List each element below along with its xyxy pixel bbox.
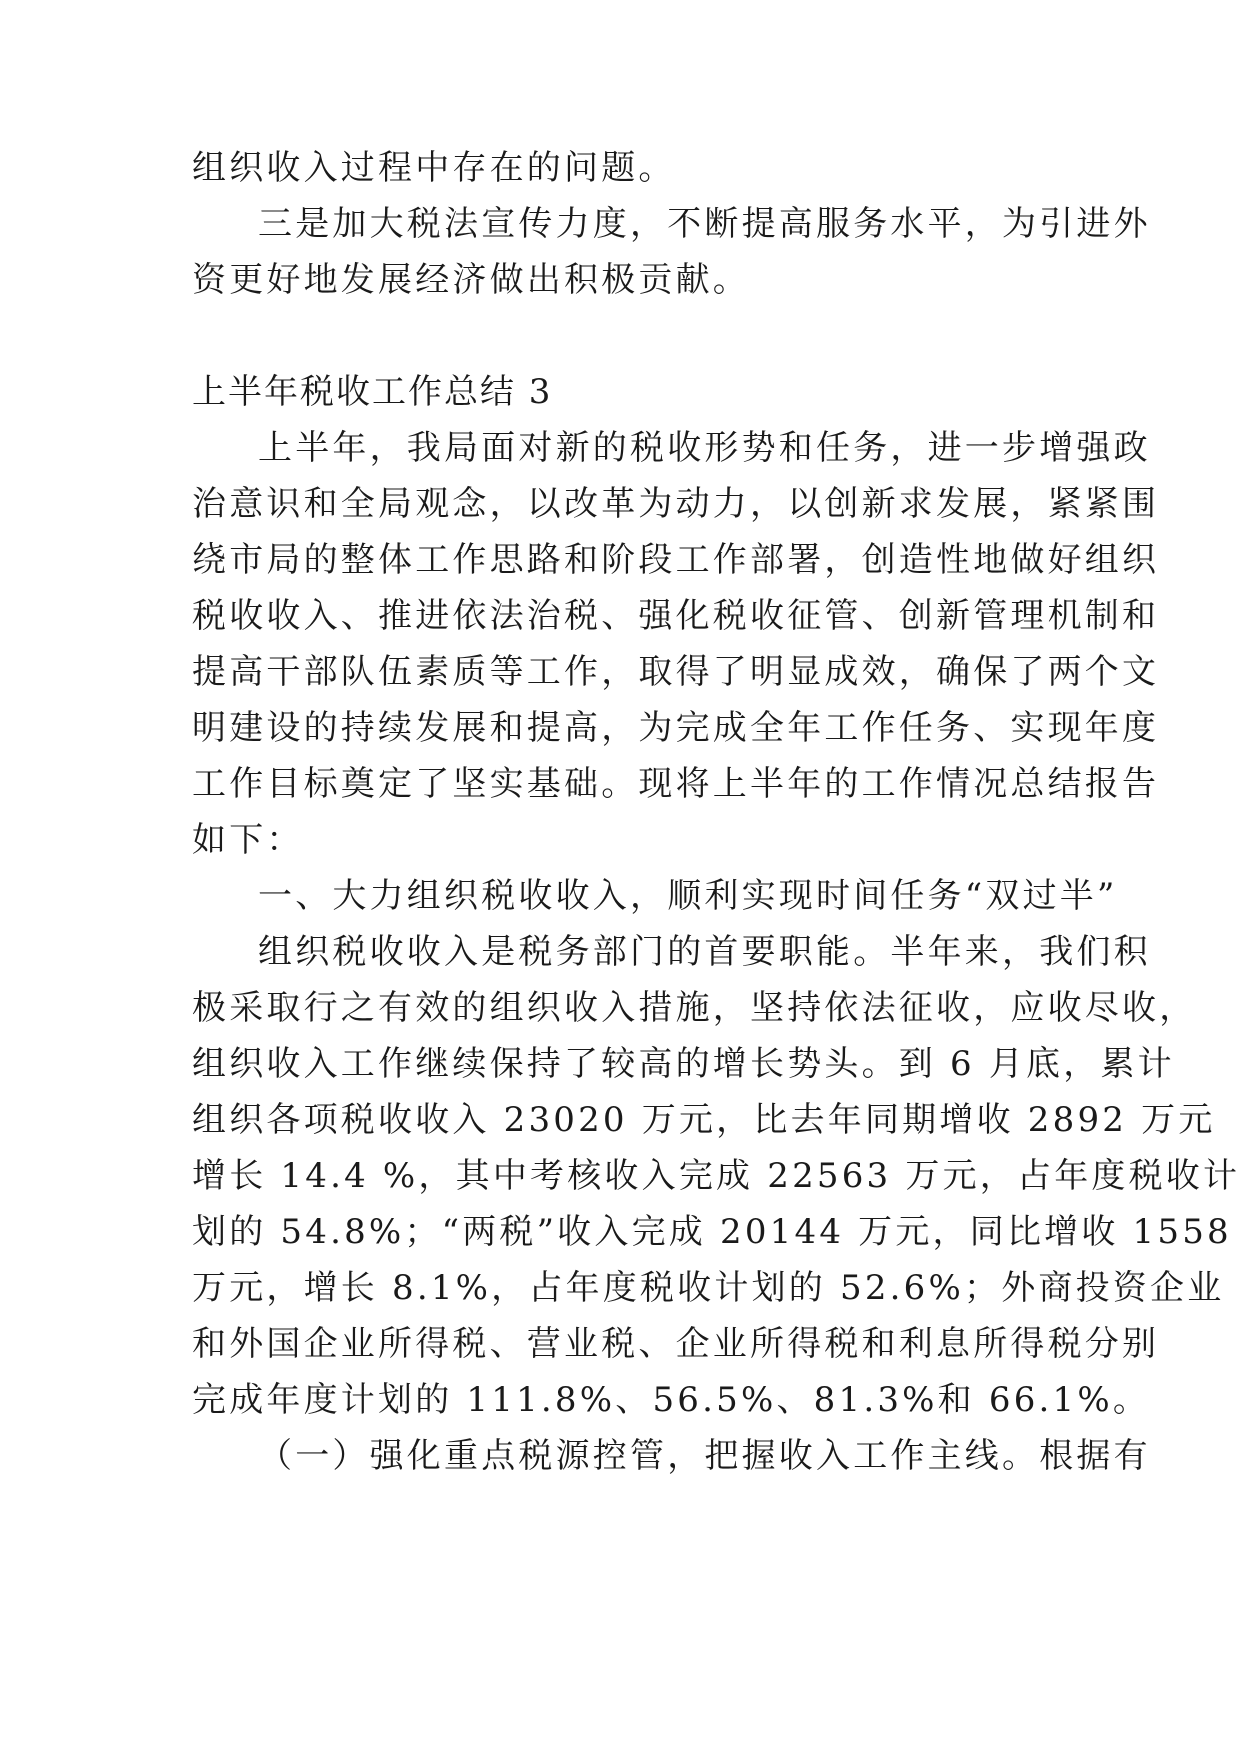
- paragraph-line: 上半年，我局面对新的税收形势和任务，进一步增强政: [258, 428, 1151, 468]
- section-heading: 上半年税收工作总结 3: [192, 372, 553, 412]
- paragraph-line: 划的 54.8%；“两税”收入完成 20144 万元，同比增收 1558: [192, 1212, 1232, 1252]
- paragraph-line: 组织收入过程中存在的问题。: [192, 148, 676, 188]
- paragraph-line: 三是加大税法宣传力度，不断提高服务水平，为引进外: [258, 204, 1151, 244]
- subsection-heading: 一、大力组织税收收入，顺利实现时间任务“双过半”: [258, 876, 1118, 916]
- paragraph-line: 工作目标奠定了坚实基础。现将上半年的工作情况总结报告: [192, 764, 1160, 804]
- paragraph-line: 增长 14.4 %，其中考核收入完成 22563 万元，占年度税收计: [192, 1156, 1241, 1196]
- paragraph-line: 组织收入工作继续保持了较高的增长势头。到 6 月底，累计: [192, 1044, 1175, 1084]
- paragraph-line: 绕市局的整体工作思路和阶段工作部署，创造性地做好组织: [192, 540, 1160, 580]
- paragraph-line: 明建设的持续发展和提高，为完成全年工作任务、实现年度: [192, 708, 1160, 748]
- paragraph-line: （一）强化重点税源控管，把握收入工作主线。根据有: [258, 1436, 1151, 1476]
- paragraph-line: 组织各项税收收入 23020 万元，比去年同期增收 2892 万元: [192, 1100, 1216, 1140]
- paragraph-line: 万元，增长 8.1%，占年度税收计划的 52.6%；外商投资企业: [192, 1268, 1225, 1308]
- paragraph-line: 和外国企业所得税、营业税、企业所得税和利息所得税分别: [192, 1324, 1160, 1364]
- paragraph-line: 治意识和全局观念，以改革为动力，以创新求发展，紧紧围: [192, 484, 1160, 524]
- paragraph-line: 资更好地发展经济做出积极贡献。: [192, 260, 750, 300]
- paragraph-line: 组织税收收入是税务部门的首要职能。半年来，我们积: [258, 932, 1151, 972]
- paragraph-line: 完成年度计划的 111.8%、56.5%、81.3%和 66.1%。: [192, 1380, 1151, 1420]
- paragraph-line: 提高干部队伍素质等工作，取得了明显成效，确保了两个文: [192, 652, 1160, 692]
- paragraph-line: 极采取行之有效的组织收入措施，坚持依法征收，应收尽收，: [192, 988, 1197, 1028]
- paragraph-line: 税收收入、推进依法治税、强化税收征管、创新管理机制和: [192, 596, 1160, 636]
- paragraph-line: 如下：: [192, 820, 304, 860]
